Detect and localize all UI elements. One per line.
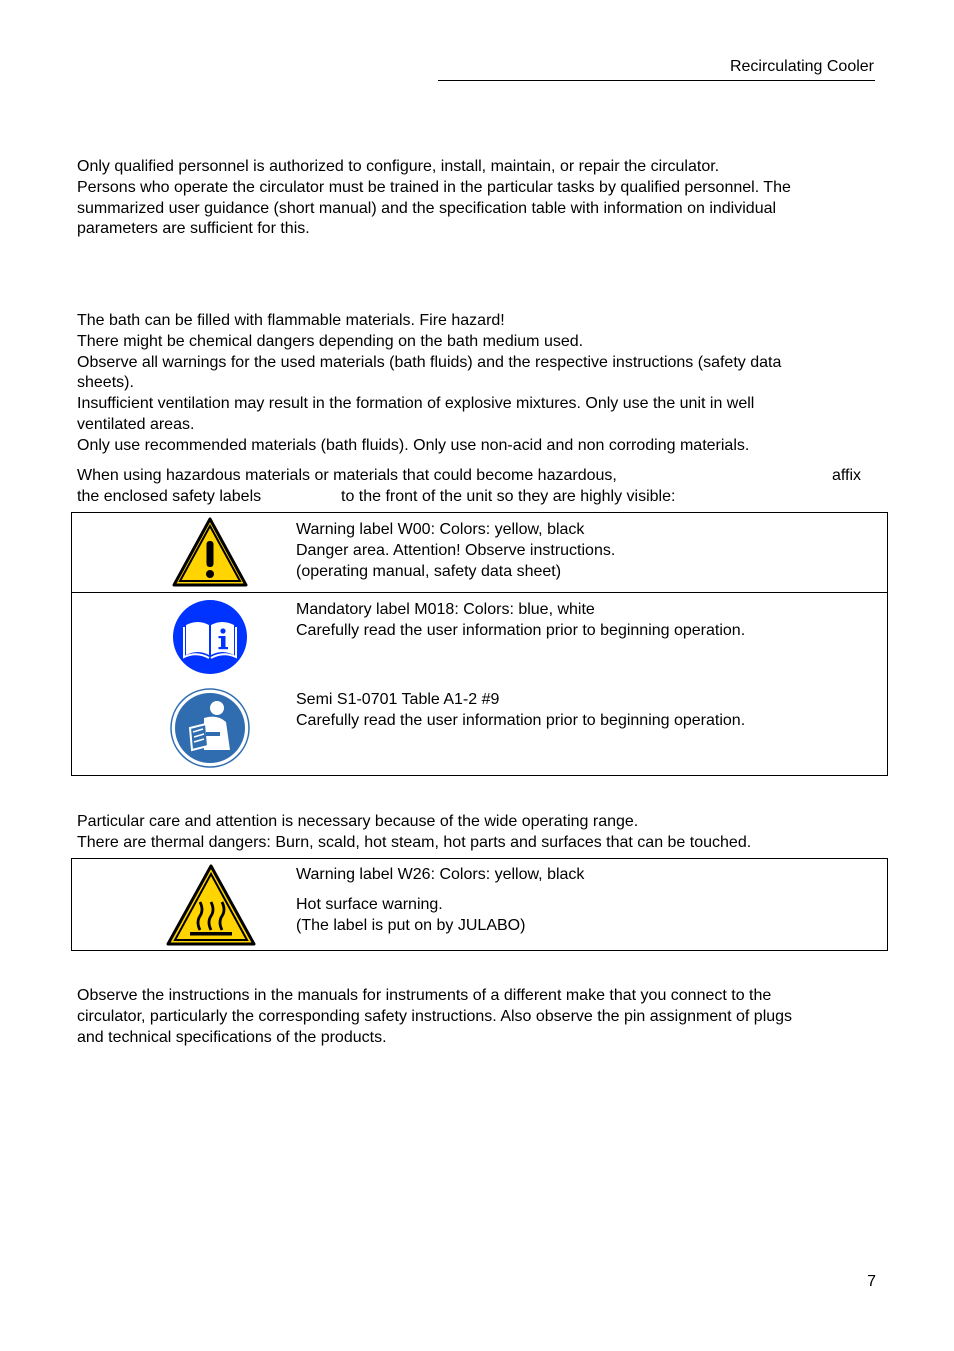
hazard-intro-line1a: When using hazardous materials or materials that could become hazardous, (77, 467, 617, 484)
read-manual-icon (172, 599, 248, 675)
text-line: Observe all warnings for the used materials (bath fluids) and the respective instructions (safety data (77, 353, 782, 371)
text-line: and technical specifications of the products. (77, 1028, 387, 1046)
w00-line1: Warning label W00: Colors: yellow, black (296, 521, 585, 538)
text-line: Insufficient ventilation may result in the formation of explosive mixtures. Only use the unit in well (77, 395, 755, 413)
hazard-intro-line2b: to the front of the unit so they are highly visible: (341, 488, 676, 505)
header-rule (438, 80, 875, 81)
qualified-personnel-paragraph (77, 157, 877, 240)
hot-surface-icon (166, 864, 256, 946)
text-line: ventilated areas. (77, 415, 195, 433)
label-row-mandatory (72, 592, 887, 775)
text-line: parameters are sufficient for this. (77, 220, 310, 238)
w26-line2: Hot surface warning. (296, 896, 443, 913)
label-row-w00 (72, 513, 887, 592)
page-number: 7 (867, 1273, 876, 1290)
text-line: There are thermal dangers: Burn, scald, hot steam, hot parts and surfaces that can be touched. (77, 833, 752, 851)
other-instruments-paragraph (77, 986, 887, 1048)
header-title: Recirculating Cooler (729, 58, 874, 75)
text-line: Only use recommended materials (bath fluids). Only use non-acid and non corroding materials. (77, 436, 750, 454)
hazard-intro-line1b: affix (832, 467, 862, 484)
text-line: circulator, particularly the corresponding safety instructions. Also observe the pin assignment of plugs (77, 1007, 793, 1025)
w00-line3: (operating manual, safety data sheet) (296, 563, 562, 580)
semi-line1: Semi S1-0701 Table A1-2 #9 (296, 691, 500, 708)
hot-surface-table (71, 858, 888, 951)
hazard-intro-line2a: the enclosed safety labels (77, 488, 262, 505)
text-line: There might be chemical dangers depending on the bath medium used. (77, 332, 584, 350)
text-line: Observe the instructions in the manuals for instruments of a different make that you connect to the (77, 987, 772, 1004)
safety-labels-table (71, 512, 888, 776)
m018-line2: Carefully read the user information prior to beginning operation. (296, 622, 746, 639)
materials-paragraph (77, 311, 877, 457)
w26-line3: (The label is put on by JULABO) (296, 917, 526, 934)
semi-line2: Carefully read the user information prior to beginning operation. (296, 712, 746, 729)
text-line: Particular care and attention is necessary because of the wide operating range. (77, 813, 639, 830)
w00-line2: Danger area. Attention! Observe instructions. (296, 542, 616, 559)
text-line: summarized user guidance (short manual) and the specification table with information on individual (77, 199, 777, 217)
text-line: Persons who operate the circulator must be trained in the particular tasks by qualified personnel. The (77, 178, 791, 196)
w26-line1: Warning label W26: Colors: yellow, black (296, 866, 585, 883)
semi-read-manual-icon (170, 688, 250, 768)
m018-line1: Mandatory label M018: Colors: blue, white (296, 601, 595, 618)
warning-triangle-icon (172, 517, 248, 587)
text-line: Only qualified personnel is authorized to configure, install, maintain, or repair the circulator. (77, 158, 720, 175)
text-line: sheets). (77, 374, 134, 392)
text-line: The bath can be filled with flammable materials. Fire hazard! (77, 312, 505, 329)
thermal-paragraph (77, 812, 877, 854)
